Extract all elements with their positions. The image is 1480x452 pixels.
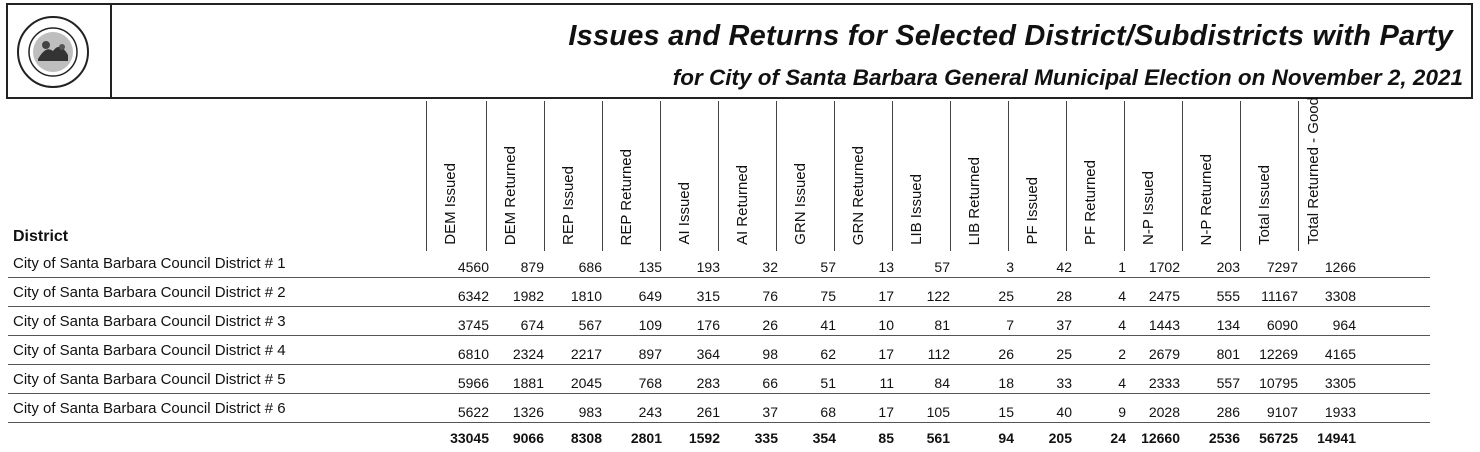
total-cell: 335 — [754, 430, 778, 446]
table-cell: 6090 — [1266, 317, 1298, 333]
district-column-header: District — [13, 228, 69, 245]
table-cell: 4 — [1118, 375, 1126, 391]
table-cell: 4 — [1118, 317, 1126, 333]
table-cell: 2217 — [570, 346, 602, 362]
total-cell: 354 — [812, 430, 836, 446]
seal-box — [8, 5, 112, 97]
table-row — [0, 371, 1480, 394]
table-cell: 62 — [820, 346, 836, 362]
total-cell: 1592 — [688, 430, 720, 446]
table-row — [0, 342, 1480, 365]
column-header-label: REP Returned — [618, 148, 635, 245]
district-name: City of Santa Barbara Council District # 3 — [13, 313, 286, 330]
table-cell: 32 — [762, 259, 778, 275]
column-header — [834, 101, 892, 251]
table-cell: 1 — [1118, 259, 1126, 275]
table-cell: 6342 — [457, 288, 489, 304]
table-cell: 109 — [638, 317, 662, 333]
row-divider — [8, 277, 1430, 278]
table-cell: 57 — [934, 259, 950, 275]
table-cell: 135 — [638, 259, 662, 275]
column-header-label: PF Issued — [1024, 177, 1041, 245]
table-cell: 4165 — [1324, 346, 1356, 362]
row-divider — [8, 364, 1430, 365]
table-cell: 13 — [878, 259, 894, 275]
table-cell: 75 — [820, 288, 836, 304]
table-cell: 1443 — [1148, 317, 1180, 333]
table-cell: 768 — [638, 375, 662, 391]
column-header-label: DEM Returned — [502, 145, 519, 245]
table-cell: 2028 — [1148, 404, 1180, 420]
table-cell: 3745 — [457, 317, 489, 333]
table-cell: 1266 — [1324, 259, 1356, 275]
table-cell: 12269 — [1259, 346, 1298, 362]
table-cell: 66 — [762, 375, 778, 391]
table-cell: 26 — [998, 346, 1014, 362]
table-cell: 203 — [1216, 259, 1240, 275]
column-header — [1066, 101, 1124, 251]
total-cell: 33045 — [450, 430, 489, 446]
row-divider — [8, 393, 1430, 394]
table-cell: 286 — [1216, 404, 1240, 420]
table-cell: 1933 — [1324, 404, 1356, 420]
table-cell: 9107 — [1266, 404, 1298, 420]
table-cell: 84 — [934, 375, 950, 391]
column-header-label: Total Issued — [1256, 164, 1273, 245]
table-cell: 879 — [520, 259, 544, 275]
column-header — [892, 101, 950, 251]
table-cell: 2 — [1118, 346, 1126, 362]
table-cell: 983 — [578, 404, 602, 420]
district-name: City of Santa Barbara Council District # 1 — [13, 255, 286, 272]
table-cell: 17 — [878, 346, 894, 362]
column-header — [426, 101, 484, 251]
table-cell: 2324 — [512, 346, 544, 362]
row-divider — [8, 306, 1430, 307]
total-cell: 2801 — [630, 430, 662, 446]
table-cell: 261 — [696, 404, 720, 420]
table-cell: 3 — [1006, 259, 1014, 275]
column-header-label: PF Returned — [1082, 159, 1099, 245]
table-cell: 649 — [638, 288, 662, 304]
table-cell: 364 — [696, 346, 720, 362]
table-cell: 2475 — [1148, 288, 1180, 304]
table-cell: 11 — [879, 375, 894, 391]
page-title: Issues and Returns for Selected District/Subdistricts with Party — [568, 20, 1453, 52]
district-name: City of Santa Barbara Council District # 4 — [13, 342, 286, 359]
county-seal-icon — [16, 15, 90, 89]
table-cell: 1881 — [512, 375, 544, 391]
table-cell: 243 — [638, 404, 662, 420]
column-header-label: N-P Returned — [1198, 153, 1215, 245]
totals-row — [0, 428, 1480, 451]
column-header-label: N-P Issued — [1140, 171, 1157, 245]
column-header — [950, 101, 1008, 251]
table-cell: 18 — [998, 375, 1014, 391]
total-cell: 24 — [1110, 430, 1126, 446]
table-cell: 37 — [762, 404, 778, 420]
column-header — [1124, 101, 1182, 251]
table-cell: 7297 — [1266, 259, 1298, 275]
table-cell: 2679 — [1148, 346, 1180, 362]
table-cell: 15 — [998, 404, 1014, 420]
column-header-label: GRN Returned — [850, 145, 867, 245]
table-cell: 1810 — [570, 288, 602, 304]
page-subtitle: for City of Santa Barbara General Municipal Election on November 2, 2021 — [672, 65, 1463, 90]
column-header — [602, 101, 660, 251]
report-header — [6, 3, 1473, 99]
table-cell: 25 — [998, 288, 1014, 304]
table-cell: 40 — [1056, 404, 1072, 420]
table-cell: 897 — [638, 346, 662, 362]
table-cell: 10795 — [1259, 375, 1298, 391]
table-cell: 68 — [820, 404, 836, 420]
table-row — [0, 313, 1480, 336]
total-cell: 14941 — [1317, 430, 1356, 446]
table-cell: 193 — [696, 259, 720, 275]
table-cell: 1326 — [512, 404, 544, 420]
table-cell: 5622 — [457, 404, 489, 420]
table-cell: 801 — [1216, 346, 1240, 362]
table-cell: 11167 — [1261, 288, 1298, 304]
total-cell: 85 — [878, 430, 894, 446]
total-cell: 8308 — [570, 430, 602, 446]
row-divider — [8, 422, 1430, 423]
table-cell: 76 — [762, 288, 778, 304]
table-cell: 1702 — [1148, 259, 1180, 275]
column-header-label: REP Issued — [560, 166, 577, 245]
table-cell: 105 — [926, 404, 950, 420]
table-cell: 41 — [820, 317, 836, 333]
table-cell: 42 — [1056, 259, 1072, 275]
table-row — [0, 255, 1480, 278]
table-cell: 4560 — [457, 259, 489, 275]
column-header — [1008, 101, 1066, 251]
table-cell: 176 — [696, 317, 720, 333]
table-cell: 674 — [520, 317, 544, 333]
table-cell: 57 — [820, 259, 836, 275]
table-cell: 555 — [1216, 288, 1240, 304]
total-cell: 9066 — [512, 430, 544, 446]
column-header-label: LIB Issued — [908, 174, 925, 245]
table-cell: 2045 — [570, 375, 602, 391]
table-cell: 28 — [1056, 288, 1072, 304]
column-header — [660, 101, 718, 251]
table-cell: 5966 — [457, 375, 489, 391]
table-cell: 557 — [1216, 375, 1240, 391]
table-cell: 9 — [1118, 404, 1126, 420]
column-header-label: AI Returned — [734, 164, 751, 245]
total-cell: 12660 — [1141, 430, 1180, 446]
column-header-label: GRN Issued — [792, 163, 809, 245]
table-cell: 3308 — [1324, 288, 1356, 304]
table-cell: 98 — [762, 346, 778, 362]
table-cell: 26 — [762, 317, 778, 333]
district-name: City of Santa Barbara Council District # 5 — [13, 371, 286, 388]
table-cell: 567 — [578, 317, 602, 333]
column-header — [1298, 97, 1356, 251]
table-cell: 33 — [1056, 375, 1072, 391]
column-header-label: AI Issued — [676, 182, 693, 245]
district-name: City of Santa Barbara Council District # 2 — [13, 284, 286, 301]
column-header — [776, 101, 834, 251]
column-header — [1182, 101, 1240, 251]
table-cell: 17 — [878, 288, 894, 304]
table-cell: 3305 — [1324, 375, 1356, 391]
column-header — [718, 101, 776, 251]
total-cell: 56725 — [1259, 430, 1298, 446]
column-header — [544, 101, 602, 251]
column-header — [1240, 101, 1298, 251]
table-cell: 6810 — [457, 346, 489, 362]
table-cell: 122 — [926, 288, 950, 304]
table-cell: 315 — [696, 288, 720, 304]
total-cell: 561 — [926, 430, 950, 446]
total-cell: 2536 — [1208, 430, 1240, 446]
column-header — [486, 101, 544, 251]
table-cell: 283 — [696, 375, 720, 391]
table-cell: 51 — [820, 375, 836, 391]
column-header-label: LIB Returned — [966, 156, 983, 245]
table-cell: 10 — [878, 317, 894, 333]
table-cell: 7 — [1006, 317, 1014, 333]
district-name: City of Santa Barbara Council District # 6 — [13, 400, 286, 417]
column-header-label: Total Returned - Good — [1305, 97, 1322, 245]
column-header-label: DEM Issued — [442, 163, 459, 245]
table-cell: 112 — [927, 346, 950, 362]
table-cell: 81 — [934, 317, 950, 333]
table-cell: 37 — [1056, 317, 1072, 333]
table-cell: 4 — [1118, 288, 1126, 304]
table-cell: 25 — [1056, 346, 1072, 362]
row-divider — [8, 335, 1430, 336]
table-cell: 686 — [578, 259, 602, 275]
total-cell: 205 — [1048, 430, 1072, 446]
table-row — [0, 284, 1480, 307]
table-row — [0, 400, 1480, 423]
table-cell: 17 — [878, 404, 894, 420]
table-cell: 134 — [1216, 317, 1240, 333]
table-cell: 2333 — [1148, 375, 1180, 391]
total-cell: 94 — [998, 430, 1014, 446]
table-cell: 964 — [1332, 317, 1356, 333]
table-cell: 1982 — [512, 288, 544, 304]
